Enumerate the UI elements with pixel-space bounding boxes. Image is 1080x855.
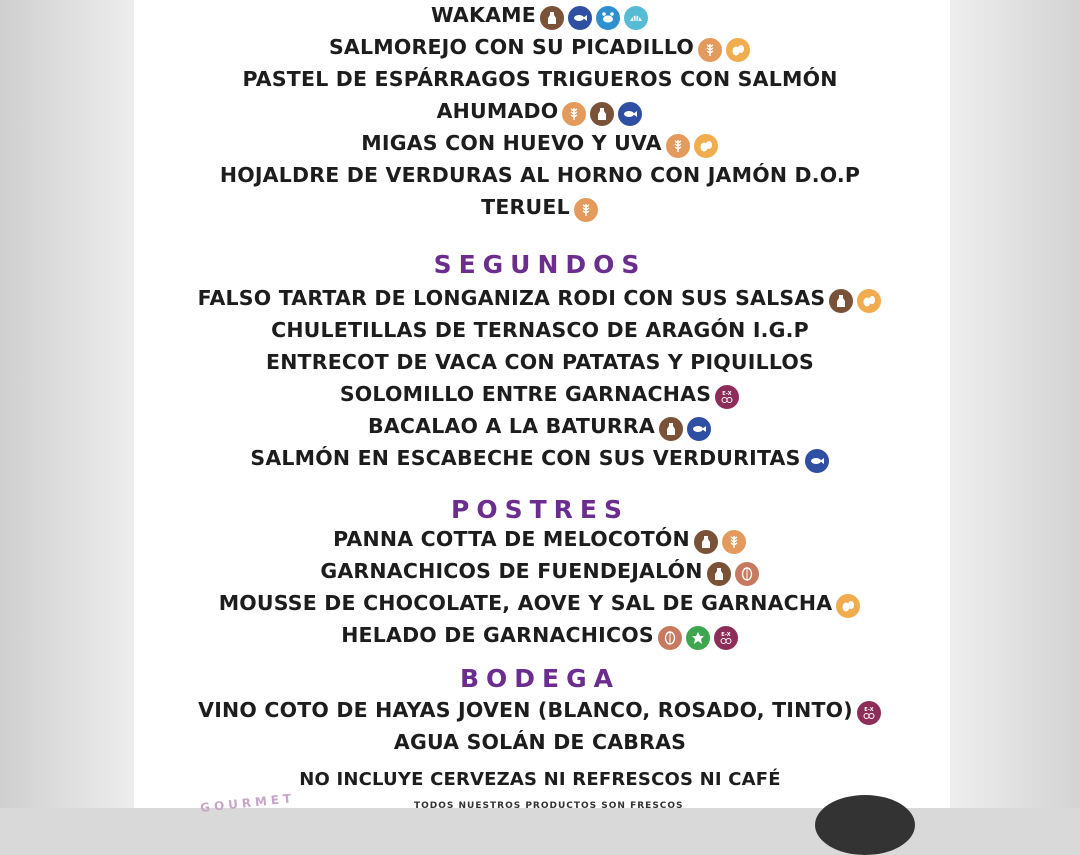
menu-item — [0, 131, 1080, 159]
sulfitos-icon — [856, 700, 882, 726]
menu-item — [0, 3, 1080, 31]
menu-item — [0, 446, 1080, 474]
pescado-icon — [617, 101, 643, 127]
menu-item — [0, 99, 1080, 127]
allergen-icons — [573, 197, 599, 223]
allergen-icons — [856, 700, 882, 726]
menu-item-label: GARNACHICOS DE FUENDEJALÓN — [320, 559, 703, 583]
menu-item-label: PANNA COTTA DE MELOCOTÓN — [333, 527, 690, 551]
menu-item-label: FALSO TARTAR DE LONGANIZA RODI CON SUS SALSAS — [197, 286, 826, 310]
allergen-icons — [697, 37, 751, 63]
menu-item-label: SALMOREJO CON SU PICADILLO — [328, 35, 695, 59]
moluscos-icon — [623, 5, 649, 31]
allergen-icons — [804, 448, 830, 474]
menu-item — [0, 527, 1080, 555]
pescado-icon — [567, 5, 593, 31]
segundos-heading: SEGUNDOS — [433, 250, 647, 279]
svg-text:E-X: E-X — [722, 391, 732, 397]
gluten-icon — [697, 37, 723, 63]
allergen-icons — [665, 133, 719, 159]
logo-circle — [815, 795, 915, 855]
menu-item-label: VINO COTO DE HAYAS JOVEN (BLANCO, ROSADO, TINTO) — [198, 698, 853, 722]
gourmet-stamp-logo: GOURMET — [199, 791, 296, 815]
exclusions-note: NO INCLUYE CERVEZAS NI REFRESCOS NI CAFÉ — [299, 769, 781, 790]
menu-item — [0, 350, 1080, 374]
allergen-icons — [706, 561, 760, 587]
huevo-icon — [725, 37, 751, 63]
menu-item — [0, 382, 1080, 410]
menu-item-label: MOUSSE DE CHOCOLATE, AOVE Y SAL DE GARNACHA — [218, 591, 833, 615]
menu-item — [0, 195, 1080, 223]
menu-item-label: CHULETILLAS DE TERNASCO DE ARAGÓN I.G.P — [271, 318, 809, 342]
menu-item — [0, 730, 1080, 754]
postres-heading: POSTRES — [451, 495, 629, 524]
huevo-icon — [856, 288, 882, 314]
menu-item-label: SALMÓN EN ESCABECHE CON SUS VERDURITAS — [250, 446, 801, 470]
menu-item-label: AGUA SOLÁN DE CABRAS — [393, 730, 687, 754]
frutos-icon — [657, 625, 683, 651]
lacteos-icon — [706, 561, 732, 587]
sulfitos-icon — [713, 625, 739, 651]
huevo-icon — [835, 593, 861, 619]
allergen-icons — [561, 101, 643, 127]
footer-partial-text: TODOS NUESTROS PRODUCTOS SON FRESCOS — [414, 801, 684, 811]
menu-item-label: WAKAME — [431, 3, 536, 27]
menu-item-label: TERUEL — [481, 195, 570, 219]
gluten-icon — [665, 133, 691, 159]
gluten-icon — [721, 529, 747, 555]
menu-item-label: AHUMADO — [436, 99, 559, 123]
menu-item — [0, 414, 1080, 442]
sulfitos-icon — [714, 384, 740, 410]
allergen-icons — [539, 5, 649, 31]
menu-item — [0, 163, 1080, 187]
menu-item-label: BACALAO A LA BATURRA — [368, 414, 655, 438]
menu-item-label: SOLOMILLO ENTRE GARNACHAS — [339, 382, 712, 406]
menu-item-label: HOJALDRE DE VERDURAS AL HORNO CON JAMÓN D.O.P — [219, 163, 861, 187]
menu-item — [0, 286, 1080, 314]
menu-item-label: ENTRECOT DE VACA CON PATATAS Y PIQUILLOS — [266, 350, 814, 374]
allergen-icons — [658, 416, 712, 442]
menu-item — [0, 698, 1080, 726]
lacteos-icon — [589, 101, 615, 127]
allergen-icons — [714, 384, 740, 410]
lacteos-icon — [828, 288, 854, 314]
bodega-heading: BODEGA — [459, 664, 620, 693]
frutos-icon — [734, 561, 760, 587]
menu-item — [0, 318, 1080, 342]
huevo-icon — [693, 133, 719, 159]
allergen-icons — [693, 529, 747, 555]
gluten-icon — [561, 101, 587, 127]
crustaceos-icon — [595, 5, 621, 31]
pescado-icon — [804, 448, 830, 474]
allergen-icons — [828, 288, 882, 314]
menu-item-label: HELADO DE GARNACHICOS — [341, 623, 654, 647]
menu-item-label: PASTEL DE ESPÁRRAGOS TRIGUEROS CON SALMÓN — [242, 67, 838, 91]
menu-item — [0, 35, 1080, 63]
gluten-icon — [573, 197, 599, 223]
lacteos-icon — [693, 529, 719, 555]
menu-item-label: MIGAS CON HUEVO Y UVA — [361, 131, 662, 155]
allergen-icons — [835, 593, 861, 619]
menu-item — [0, 67, 1080, 91]
menu-item — [0, 591, 1080, 619]
svg-text:E-X: E-X — [864, 707, 874, 713]
lacteos-icon — [539, 5, 565, 31]
menu-item — [0, 559, 1080, 587]
menu-item — [0, 623, 1080, 651]
apio-icon — [685, 625, 711, 651]
pescado-icon — [686, 416, 712, 442]
svg-text:E-X: E-X — [721, 632, 731, 638]
lacteos-icon — [658, 416, 684, 442]
allergen-icons — [657, 625, 739, 651]
